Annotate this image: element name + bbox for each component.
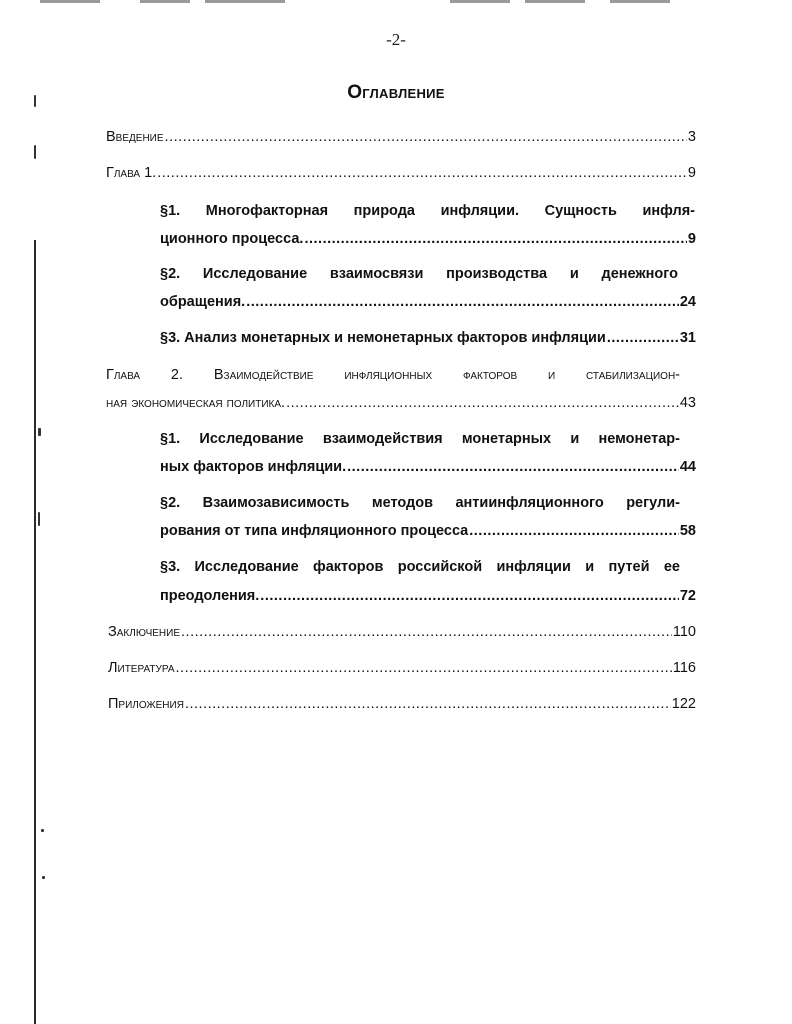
toc-entry-ch1-s3	[160, 329, 696, 347]
toc-entry-conclusion	[108, 623, 696, 641]
toc-entry-ch1-s2	[160, 293, 696, 311]
toc-entry-ch1-s1	[160, 230, 696, 248]
toc-label: рования от типа инфляционного процесса	[160, 523, 469, 539]
toc-leader	[469, 522, 679, 540]
toc-page-number: 110	[672, 624, 696, 640]
toc-leader	[246, 293, 679, 311]
scan-artifact	[610, 0, 670, 3]
toc-entry-ch2-s3	[160, 587, 696, 605]
scan-artifact	[450, 0, 510, 3]
toc-leader	[304, 230, 686, 248]
scan-speck	[42, 876, 45, 879]
toc-leader	[260, 587, 679, 605]
toc-page-number: 44	[679, 459, 696, 475]
toc-leader	[347, 458, 679, 476]
page-title: Оглавление	[347, 82, 445, 103]
toc-label: обращения.	[160, 294, 246, 310]
scan-speck	[38, 512, 40, 526]
toc-entry-intro	[106, 128, 696, 146]
toc-page-number: 9	[687, 231, 696, 247]
toc-label: Глава 1.	[106, 165, 157, 181]
toc-leader	[165, 128, 687, 146]
toc-leader	[185, 695, 671, 713]
toc-page-number: 31	[679, 330, 696, 346]
scan-artifact	[525, 0, 585, 3]
toc-label: ная экономическая политика.	[106, 395, 286, 411]
toc-entry-ch1-s2-line1: §2. Исследование взаимосвязи производства и денежного	[160, 266, 678, 282]
toc-entry-ch2-s1-line1: §1. Исследование взаимодействия монетарных и немонетар-	[160, 431, 680, 447]
toc-entry-ch2-s1	[160, 458, 696, 476]
toc-leader	[286, 394, 679, 412]
scan-speck	[34, 145, 36, 159]
toc-leader	[157, 164, 687, 182]
scan-speck	[38, 428, 41, 436]
toc-entry-chapter1	[106, 164, 696, 182]
toc-label: Введение	[106, 129, 164, 145]
toc-page-number: 24	[679, 294, 696, 310]
toc-label: Заключение	[108, 624, 181, 640]
page-number: -2-	[386, 30, 406, 49]
toc-label: ционного процесса.	[160, 231, 304, 247]
toc-entry-ch1-s1-line1: §1. Многофакторная природа инфляции. Сущность инфля-	[160, 203, 695, 219]
scan-artifact	[140, 0, 190, 3]
scan-binding-line	[34, 240, 36, 1024]
toc-page-number: 3	[687, 129, 696, 145]
toc-entry-literature	[108, 659, 696, 677]
toc-label: преодоления.	[160, 588, 260, 604]
scan-speck	[41, 829, 44, 832]
toc-label: ных факторов инфляции.	[160, 459, 347, 475]
toc-page-number: 122	[671, 696, 696, 712]
toc-page-number: 72	[679, 588, 696, 604]
toc-page-number: 116	[672, 660, 696, 676]
toc-label: Приложения	[108, 696, 184, 712]
toc-page-number: 58	[679, 523, 696, 539]
toc-leader	[181, 623, 672, 641]
toc-page-number: 9	[687, 165, 696, 181]
toc-entry-ch2-s3-line1: §3. Исследование факторов российской инфляции и путей ее	[160, 559, 680, 575]
toc-entry-chapter2	[106, 394, 696, 412]
toc-leader	[607, 329, 679, 347]
toc-entry-appendix	[108, 695, 696, 713]
scan-artifact	[40, 0, 100, 3]
toc-entry-chapter2-line1: Глава 2. Взаимодействие инфляционных факторов и стабилизацион-	[106, 367, 680, 383]
toc-label: Литература	[108, 660, 175, 676]
toc-entry-ch2-s2-line1: §2. Взаимозависимость методов антиинфляционного регули-	[160, 495, 680, 511]
toc-page-number: 43	[679, 395, 696, 411]
scan-artifact	[205, 0, 285, 3]
toc-entry-ch2-s2	[160, 522, 696, 540]
toc-label: §3. Анализ монетарных и немонетарных факторов инфляции	[160, 330, 606, 346]
toc-leader	[176, 659, 672, 677]
